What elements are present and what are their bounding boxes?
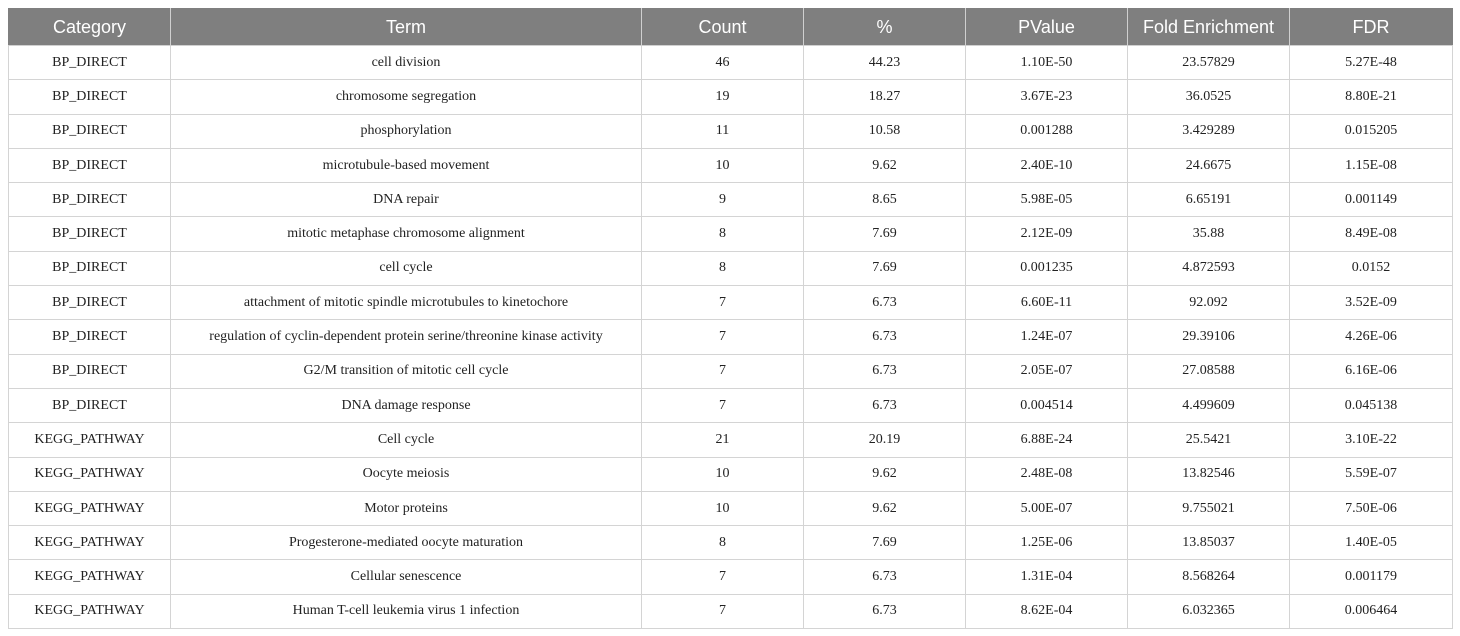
cell-category: BP_DIRECT [9,286,171,320]
cell-category: KEGG_PATHWAY [9,594,171,628]
cell-count: 10 [642,491,804,525]
table-row [9,594,1453,628]
header-count: Count [642,9,804,46]
cell-count: 7 [642,320,804,354]
cell-term: mitotic metaphase chromosome alignment [171,217,642,251]
cell-fdr: 0.001179 [1290,560,1453,594]
cell-percent: 18.27 [804,80,966,114]
cell-count: 7 [642,388,804,422]
cell-fold-enrichment: 23.57829 [1128,46,1290,80]
cell-term: Cell cycle [171,423,642,457]
cell-category: KEGG_PATHWAY [9,526,171,560]
cell-percent: 6.73 [804,594,966,628]
table-row [9,114,1453,148]
cell-count: 8 [642,251,804,285]
header-pvalue: PValue [966,9,1128,46]
cell-category: BP_DIRECT [9,148,171,182]
header-fdr: FDR [1290,9,1453,46]
table-row [9,183,1453,217]
cell-percent: 44.23 [804,46,966,80]
cell-category: BP_DIRECT [9,80,171,114]
cell-count: 21 [642,423,804,457]
cell-fdr: 0.006464 [1290,594,1453,628]
cell-fold-enrichment: 36.0525 [1128,80,1290,114]
cell-category: BP_DIRECT [9,320,171,354]
cell-pvalue: 1.24E-07 [966,320,1128,354]
table-row [9,46,1453,80]
cell-fold-enrichment: 27.08588 [1128,354,1290,388]
cell-category: KEGG_PATHWAY [9,560,171,594]
cell-percent: 6.73 [804,354,966,388]
cell-fold-enrichment: 4.872593 [1128,251,1290,285]
cell-pvalue: 3.67E-23 [966,80,1128,114]
cell-category: BP_DIRECT [9,354,171,388]
cell-term: cell cycle [171,251,642,285]
cell-fold-enrichment: 4.499609 [1128,388,1290,422]
cell-category: BP_DIRECT [9,114,171,148]
cell-term: microtubule-based movement [171,148,642,182]
cell-fdr: 5.27E-48 [1290,46,1453,80]
table-header [9,9,1453,46]
cell-pvalue: 2.05E-07 [966,354,1128,388]
cell-fold-enrichment: 25.5421 [1128,423,1290,457]
cell-category: KEGG_PATHWAY [9,457,171,491]
cell-percent: 6.73 [804,286,966,320]
table-row [9,148,1453,182]
cell-pvalue: 1.10E-50 [966,46,1128,80]
table-body [9,46,1453,629]
cell-percent: 6.73 [804,320,966,354]
cell-count: 9 [642,183,804,217]
cell-pvalue: 6.60E-11 [966,286,1128,320]
header-fold-enrichment: Fold Enrichment [1128,9,1290,46]
table-row [9,354,1453,388]
cell-fdr: 8.80E-21 [1290,80,1453,114]
table-row [9,251,1453,285]
cell-percent: 20.19 [804,423,966,457]
table-row [9,286,1453,320]
cell-fdr: 6.16E-06 [1290,354,1453,388]
cell-fold-enrichment: 6.032365 [1128,594,1290,628]
cell-fdr: 3.10E-22 [1290,423,1453,457]
cell-fold-enrichment: 6.65191 [1128,183,1290,217]
cell-fdr: 8.49E-08 [1290,217,1453,251]
cell-fdr: 1.40E-05 [1290,526,1453,560]
cell-pvalue: 8.62E-04 [966,594,1128,628]
cell-term: DNA damage response [171,388,642,422]
cell-pvalue: 0.001235 [966,251,1128,285]
cell-fdr: 0.015205 [1290,114,1453,148]
cell-pvalue: 5.00E-07 [966,491,1128,525]
table-row [9,217,1453,251]
cell-pvalue: 6.88E-24 [966,423,1128,457]
cell-fdr: 1.15E-08 [1290,148,1453,182]
cell-count: 10 [642,148,804,182]
cell-pvalue: 0.004514 [966,388,1128,422]
cell-term: G2/M transition of mitotic cell cycle [171,354,642,388]
cell-fold-enrichment: 13.85037 [1128,526,1290,560]
cell-percent: 6.73 [804,560,966,594]
table-row [9,320,1453,354]
cell-percent: 9.62 [804,491,966,525]
cell-percent: 8.65 [804,183,966,217]
cell-count: 11 [642,114,804,148]
cell-fdr: 5.59E-07 [1290,457,1453,491]
cell-category: BP_DIRECT [9,217,171,251]
cell-term: Cellular senescence [171,560,642,594]
cell-term: cell division [171,46,642,80]
cell-fdr: 4.26E-06 [1290,320,1453,354]
table-row [9,80,1453,114]
cell-term: phosphorylation [171,114,642,148]
cell-fdr: 0.001149 [1290,183,1453,217]
cell-fold-enrichment: 13.82546 [1128,457,1290,491]
cell-count: 46 [642,46,804,80]
cell-fdr: 0.045138 [1290,388,1453,422]
cell-term: chromosome segregation [171,80,642,114]
cell-percent: 6.73 [804,388,966,422]
cell-term: Progesterone-mediated oocyte maturation [171,526,642,560]
cell-count: 8 [642,526,804,560]
header-term: Term [171,9,642,46]
enrichment-table-container [8,8,1452,629]
cell-category: BP_DIRECT [9,46,171,80]
cell-count: 10 [642,457,804,491]
cell-percent: 9.62 [804,148,966,182]
cell-term: DNA repair [171,183,642,217]
cell-pvalue: 2.40E-10 [966,148,1128,182]
table-row [9,526,1453,560]
cell-pvalue: 2.48E-08 [966,457,1128,491]
cell-term: attachment of mitotic spindle microtubules to kinetochore [171,286,642,320]
table-row [9,423,1453,457]
cell-fold-enrichment: 9.755021 [1128,491,1290,525]
cell-percent: 10.58 [804,114,966,148]
cell-count: 7 [642,594,804,628]
cell-fdr: 0.0152 [1290,251,1453,285]
header-percent: % [804,9,966,46]
cell-term: Motor proteins [171,491,642,525]
cell-term: Oocyte meiosis [171,457,642,491]
header-row [9,9,1453,46]
cell-fold-enrichment: 29.39106 [1128,320,1290,354]
cell-fold-enrichment: 3.429289 [1128,114,1290,148]
cell-count: 8 [642,217,804,251]
cell-fold-enrichment: 24.6675 [1128,148,1290,182]
cell-fdr: 7.50E-06 [1290,491,1453,525]
cell-count: 7 [642,560,804,594]
cell-fold-enrichment: 92.092 [1128,286,1290,320]
cell-count: 7 [642,286,804,320]
cell-fdr: 3.52E-09 [1290,286,1453,320]
cell-category: KEGG_PATHWAY [9,491,171,525]
header-category: Category [9,9,171,46]
enrichment-table [8,8,1453,629]
cell-fold-enrichment: 35.88 [1128,217,1290,251]
cell-category: BP_DIRECT [9,251,171,285]
cell-percent: 9.62 [804,457,966,491]
cell-fold-enrichment: 8.568264 [1128,560,1290,594]
cell-pvalue: 2.12E-09 [966,217,1128,251]
cell-pvalue: 5.98E-05 [966,183,1128,217]
cell-pvalue: 0.001288 [966,114,1128,148]
cell-pvalue: 1.31E-04 [966,560,1128,594]
cell-count: 7 [642,354,804,388]
cell-category: KEGG_PATHWAY [9,423,171,457]
cell-pvalue: 1.25E-06 [966,526,1128,560]
cell-count: 19 [642,80,804,114]
table-row [9,560,1453,594]
cell-percent: 7.69 [804,251,966,285]
table-row [9,491,1453,525]
cell-term: Human T-cell leukemia virus 1 infection [171,594,642,628]
table-row [9,388,1453,422]
cell-term: regulation of cyclin-dependent protein serine/threonine kinase activity [171,320,642,354]
cell-category: BP_DIRECT [9,183,171,217]
table-row [9,457,1453,491]
cell-category: BP_DIRECT [9,388,171,422]
cell-percent: 7.69 [804,217,966,251]
cell-percent: 7.69 [804,526,966,560]
